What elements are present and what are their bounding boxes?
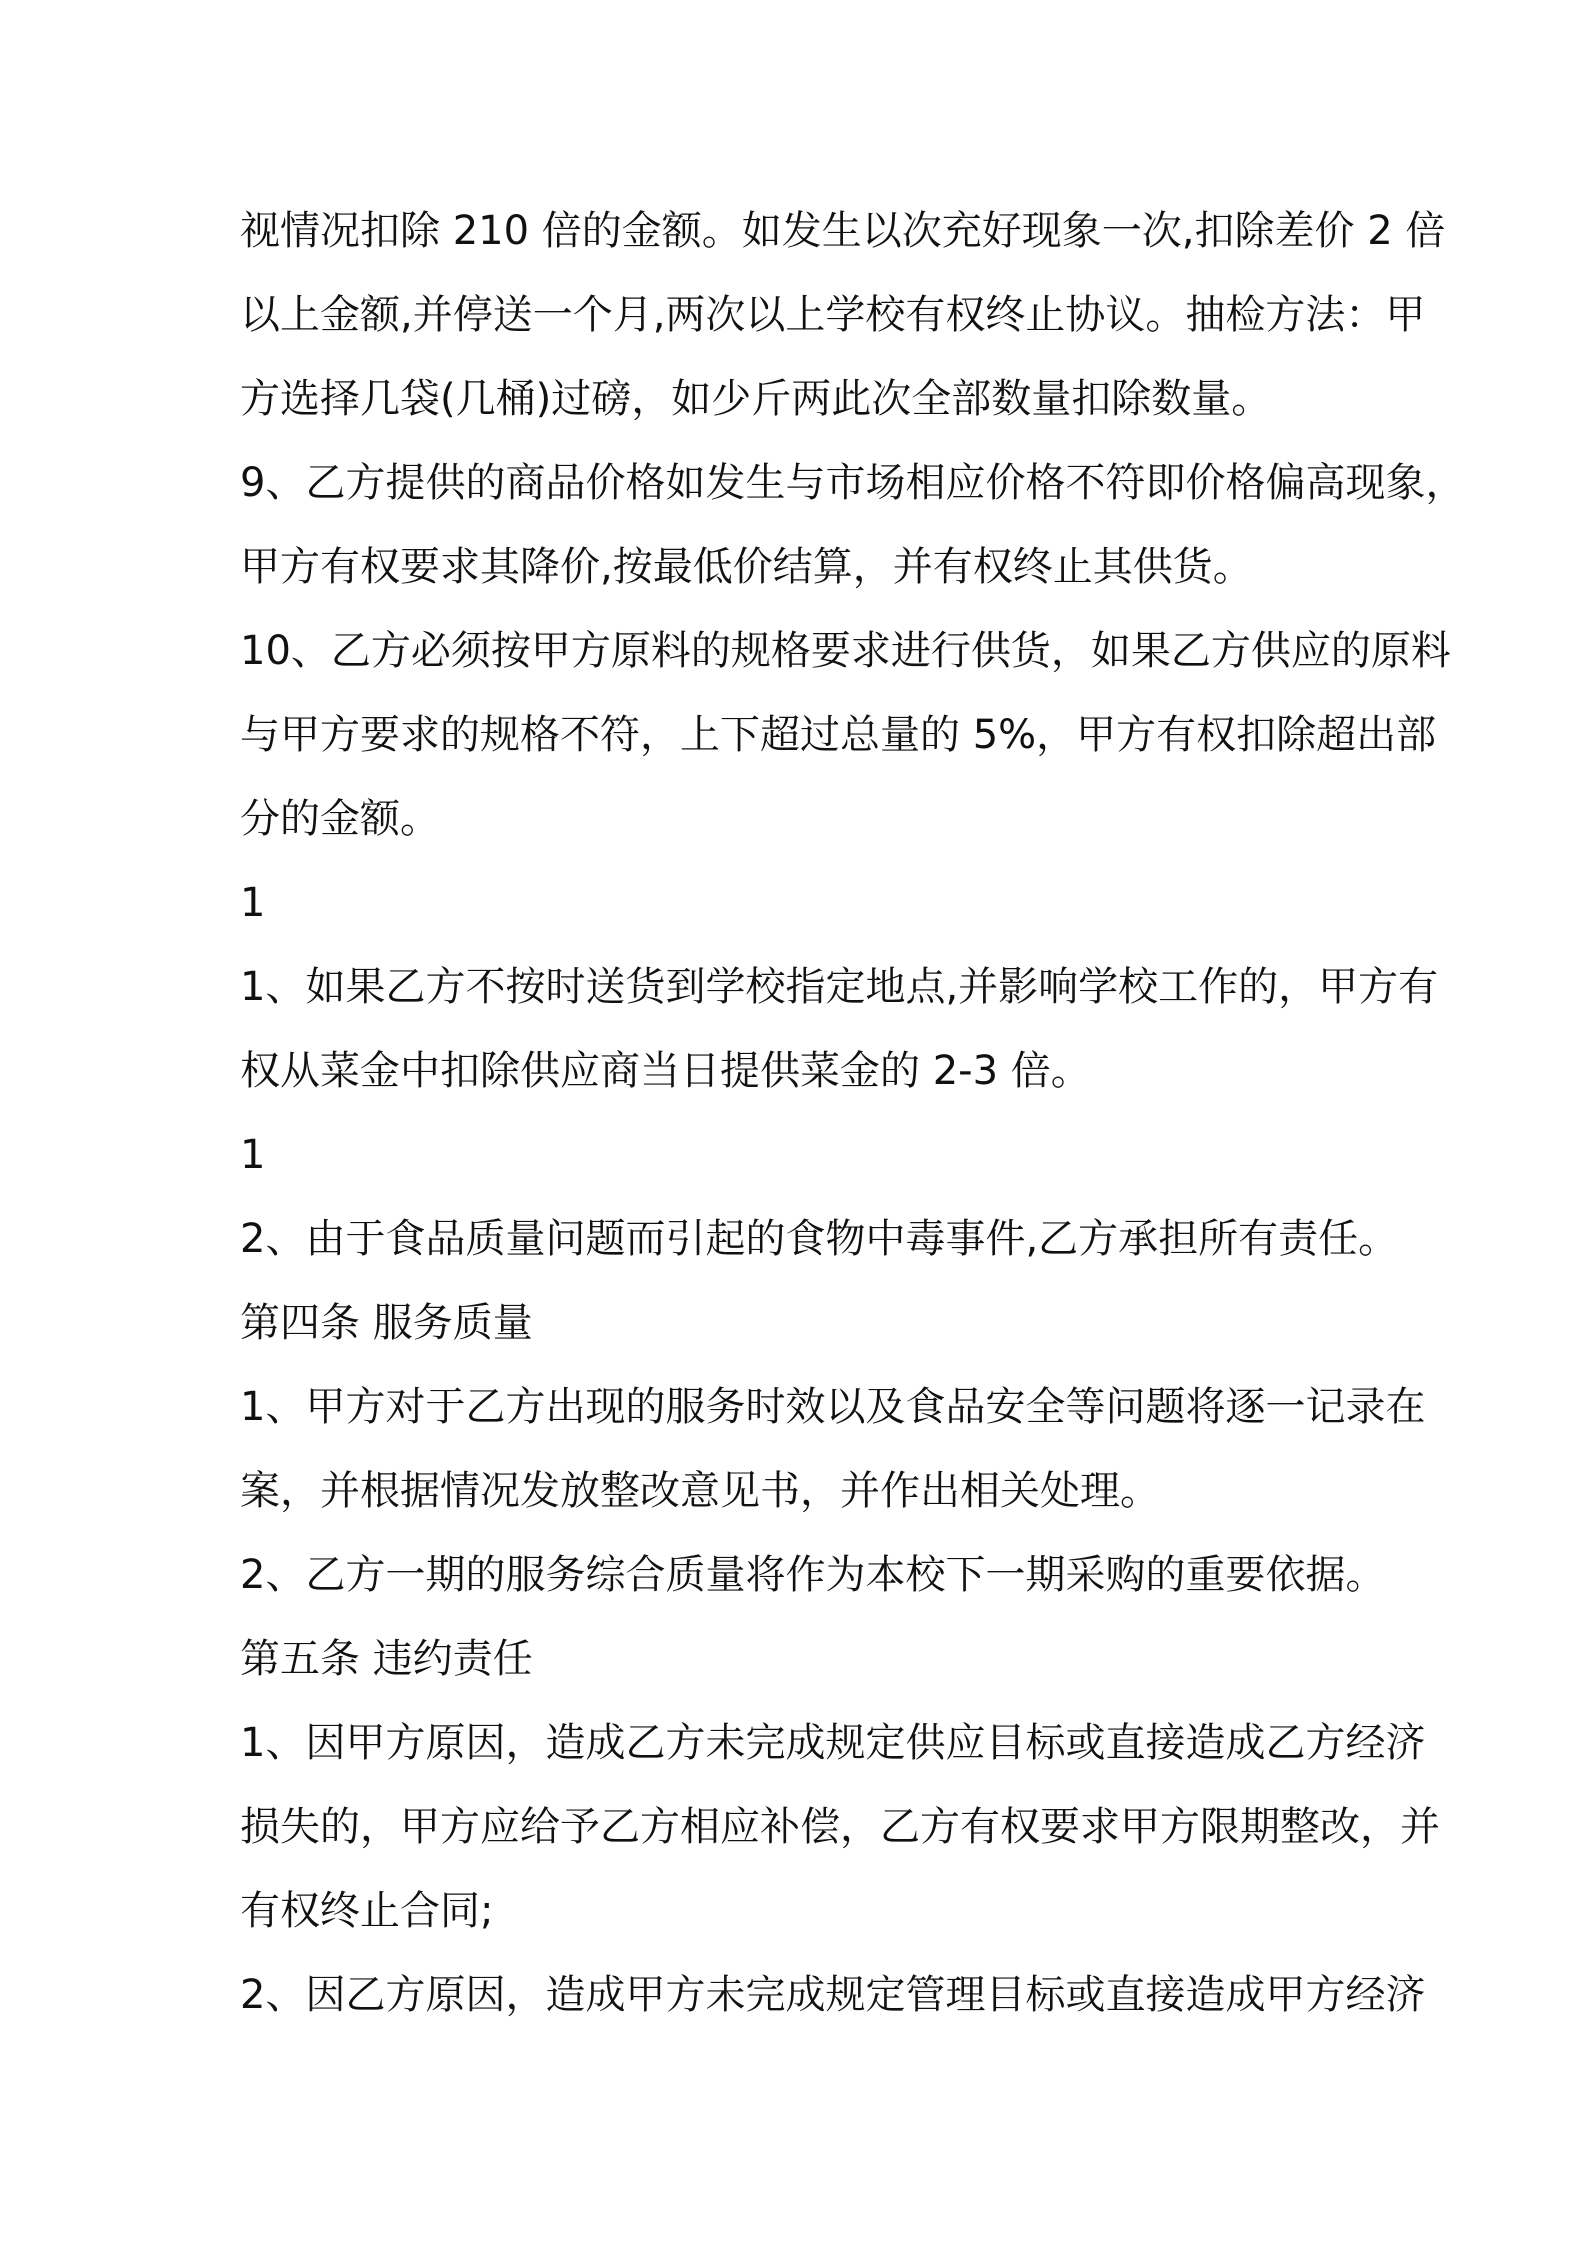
text-line: 案，并根据情况发放整改意见书，并作出相关处理。 <box>240 1468 1160 1514</box>
section-heading: 第五条 违约责任 <box>240 1636 533 1682</box>
text-line: 方选择几袋(几桶)过磅，如少斤两此次全部数量扣除数量。 <box>240 376 1272 422</box>
text-line: 10、乙方必须按甲方原料的规格要求进行供货，如果乙方供应的原料 <box>240 628 1451 674</box>
page-marker: 1 <box>240 880 266 926</box>
text-line: 1、因甲方原因，造成乙方未完成规定供应目标或直接造成乙方经济 <box>240 1720 1426 1766</box>
document-body <box>240 199 1466 2047</box>
text-line: 1、如果乙方不按时送货到学校指定地点,并影响学校工作的，甲方有 <box>240 964 1439 1010</box>
text-line: 损失的，甲方应给予乙方相应补偿，乙方有权要求甲方限期整改，并 <box>240 1804 1440 1850</box>
section-heading: 第四条 服务质量 <box>240 1300 533 1346</box>
text-line: 权从菜金中扣除供应商当日提供菜金的 2-3 倍。 <box>240 1048 1091 1094</box>
page-marker: 1 <box>240 1132 266 1178</box>
text-line: 甲方有权要求其降价,按最低价结算，并有权终止其供货。 <box>240 544 1253 590</box>
text-line: 以上金额,并停送一个月,两次以上学校有权终止协议。抽检方法：甲 <box>240 292 1426 338</box>
text-line: 1、甲方对于乙方出现的服务时效以及食品安全等问题将逐一记录在 <box>240 1384 1426 1430</box>
text-line: 2、乙方一期的服务综合质量将作为本校下一期采购的重要依据。 <box>240 1552 1386 1598</box>
text-line: 9、乙方提供的商品价格如发生与市场相应价格不符即价格偏高现象， <box>240 460 1466 506</box>
text-line: 与甲方要求的规格不符，上下超过总量的 5%，甲方有权扣除超出部 <box>240 712 1437 758</box>
text-line: 2、由于食品质量问题而引起的食物中毒事件,乙方承担所有责任。 <box>240 1216 1399 1262</box>
text-line: 2、因乙方原因，造成甲方未完成规定管理目标或直接造成甲方经济 <box>240 1972 1426 2018</box>
text-line: 分的金额。 <box>240 796 440 842</box>
text-line: 视情况扣除 210 倍的金额。如发生以次充好现象一次,扣除差价 2 倍 <box>240 208 1446 254</box>
text-line: 有权终止合同; <box>240 1888 494 1934</box>
